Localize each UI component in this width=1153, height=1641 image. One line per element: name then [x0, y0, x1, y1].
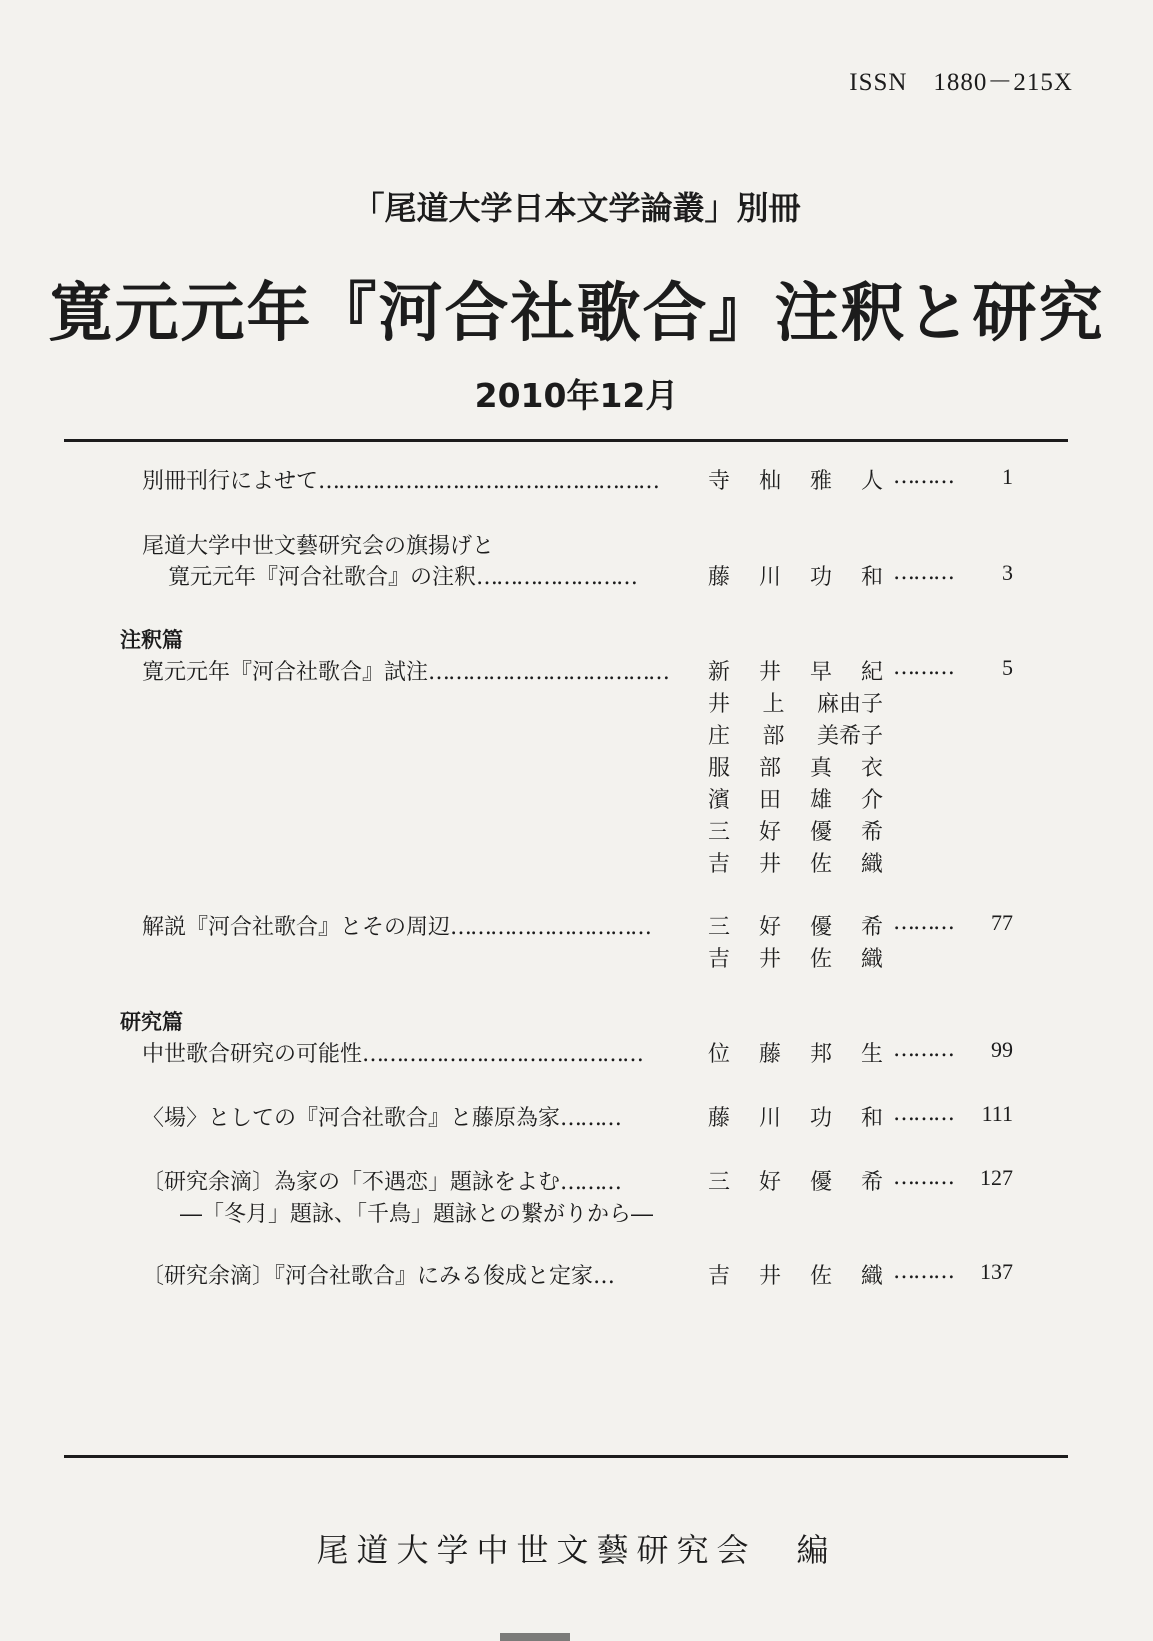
toc-entry-author: 三 好 優 希: [708, 915, 883, 940]
toc-entry-title: 尾道大学中世文藝研究会の旗揚げと: [142, 534, 495, 559]
table-of-contents: 別冊刊行によせて…………………………………………… 寺 杣 雅 人 ……… 1 尾道大学中世文藝研究会の旗揚げと 寛元元年『河合社歌合』の注釈…………………… 藤 川 功 和 ……… 3 注釈篇 寛元元年『河合社歌合』試注……………………………… 新 井 早 紀 ……… 5 井 上 麻由子 庄 部 美希子 服 部 真 衣 濱 田 雄 介 三 好 優 希 吉 井 佐 織 解説『河合社歌合』とその周辺………………………… 三 好 優 希 ……… 77 吉 井 佐 織 研究篇 中世歌合研究の可能性…………………………………… 位 藤 邦 生 ……… 99 〈場〉としての『河合社歌合』と藤原為家……… 藤 川 功 和 ……… 111 〔研究余滴〕為家の「不遇恋」題詠をよむ……… ―「冬月」題詠、「千鳥」題詠との繋がりから― 三 好 優 希 ……… 127 〔研究余滴〕『河合社歌合』にみる俊成と定家… 吉 井 佐 織 ……… 137: [120, 464, 1013, 1289]
section-heading: 注釈篇: [120, 628, 183, 652]
binding-mark: [500, 1633, 570, 1641]
toc-entry-page: 111: [981, 1101, 1013, 1126]
toc-entry-author: 服 部 真 衣: [708, 756, 883, 781]
bottom-divider: [64, 1455, 1068, 1458]
toc-entry-title: 〔研究余滴〕為家の「不遇恋」題詠をよむ………: [142, 1170, 621, 1195]
toc-entry-page: 1: [1002, 464, 1013, 489]
section-heading: 研究篇: [120, 1010, 183, 1034]
main-title: 寛元元年『河合社歌合』注釈と研究: [48, 276, 1105, 351]
toc-entry-author: 庄 部 美希子: [708, 724, 883, 749]
toc-entry-page: 3: [1002, 560, 1013, 585]
publisher: 尾道大学中世文藝研究会 編: [316, 1531, 837, 1569]
toc-entry-author: 新 井 早 紀: [708, 660, 883, 685]
toc-entry-title: 別冊刊行によせて……………………………………………: [142, 469, 659, 494]
toc-entry-author: 三 好 優 希: [708, 820, 883, 845]
toc-entry-page: 5: [1002, 655, 1013, 680]
toc-entry-title: 寛元元年『河合社歌合』試注………………………………: [142, 660, 669, 685]
toc-entry-author: 吉 井 佐 織: [708, 1264, 883, 1289]
toc-entry-title: 〔研究余滴〕『河合社歌合』にみる俊成と定家…: [142, 1264, 614, 1289]
toc-entry-author: 位 藤 邦 生: [708, 1042, 883, 1067]
toc-entry-title: 解説『河合社歌合』とその周辺…………………………: [142, 915, 651, 940]
toc-entry-author: 三 好 優 希: [708, 1170, 883, 1195]
toc-entry-author: 濱 田 雄 介: [708, 788, 883, 813]
issn-number: ISSN 1880－215X: [849, 69, 1073, 96]
publication-date: 2010年12月: [474, 376, 679, 415]
toc-entry-title: 中世歌合研究の可能性……………………………………: [142, 1042, 643, 1067]
toc-entry-title: 〈場〉としての『河合社歌合』と藤原為家………: [142, 1106, 621, 1131]
series-title: 「尾道大学日本文学論叢」別冊: [352, 189, 801, 227]
toc-entry-author: 吉 井 佐 織: [708, 852, 883, 877]
toc-entry-author: 藤 川 功 和: [708, 1106, 883, 1131]
toc-entry-title-cont: 寛元元年『河合社歌合』の注釈……………………: [168, 565, 637, 590]
toc-entry-author: 藤 川 功 和: [708, 565, 883, 590]
toc-entry-author: 吉 井 佐 織: [708, 947, 883, 972]
toc-entry-subtitle: ―「冬月」題詠、「千鳥」題詠との繋がりから―: [180, 1202, 654, 1227]
toc-entry-author: 寺 杣 雅 人: [708, 469, 883, 494]
toc-entry-author: 井 上 麻由子: [708, 692, 883, 717]
toc-entry-page: 137: [980, 1259, 1013, 1284]
toc-entry-page: 99: [991, 1037, 1013, 1062]
toc-entry-page: 127: [980, 1165, 1013, 1190]
toc-entry-page: 77: [991, 910, 1013, 935]
